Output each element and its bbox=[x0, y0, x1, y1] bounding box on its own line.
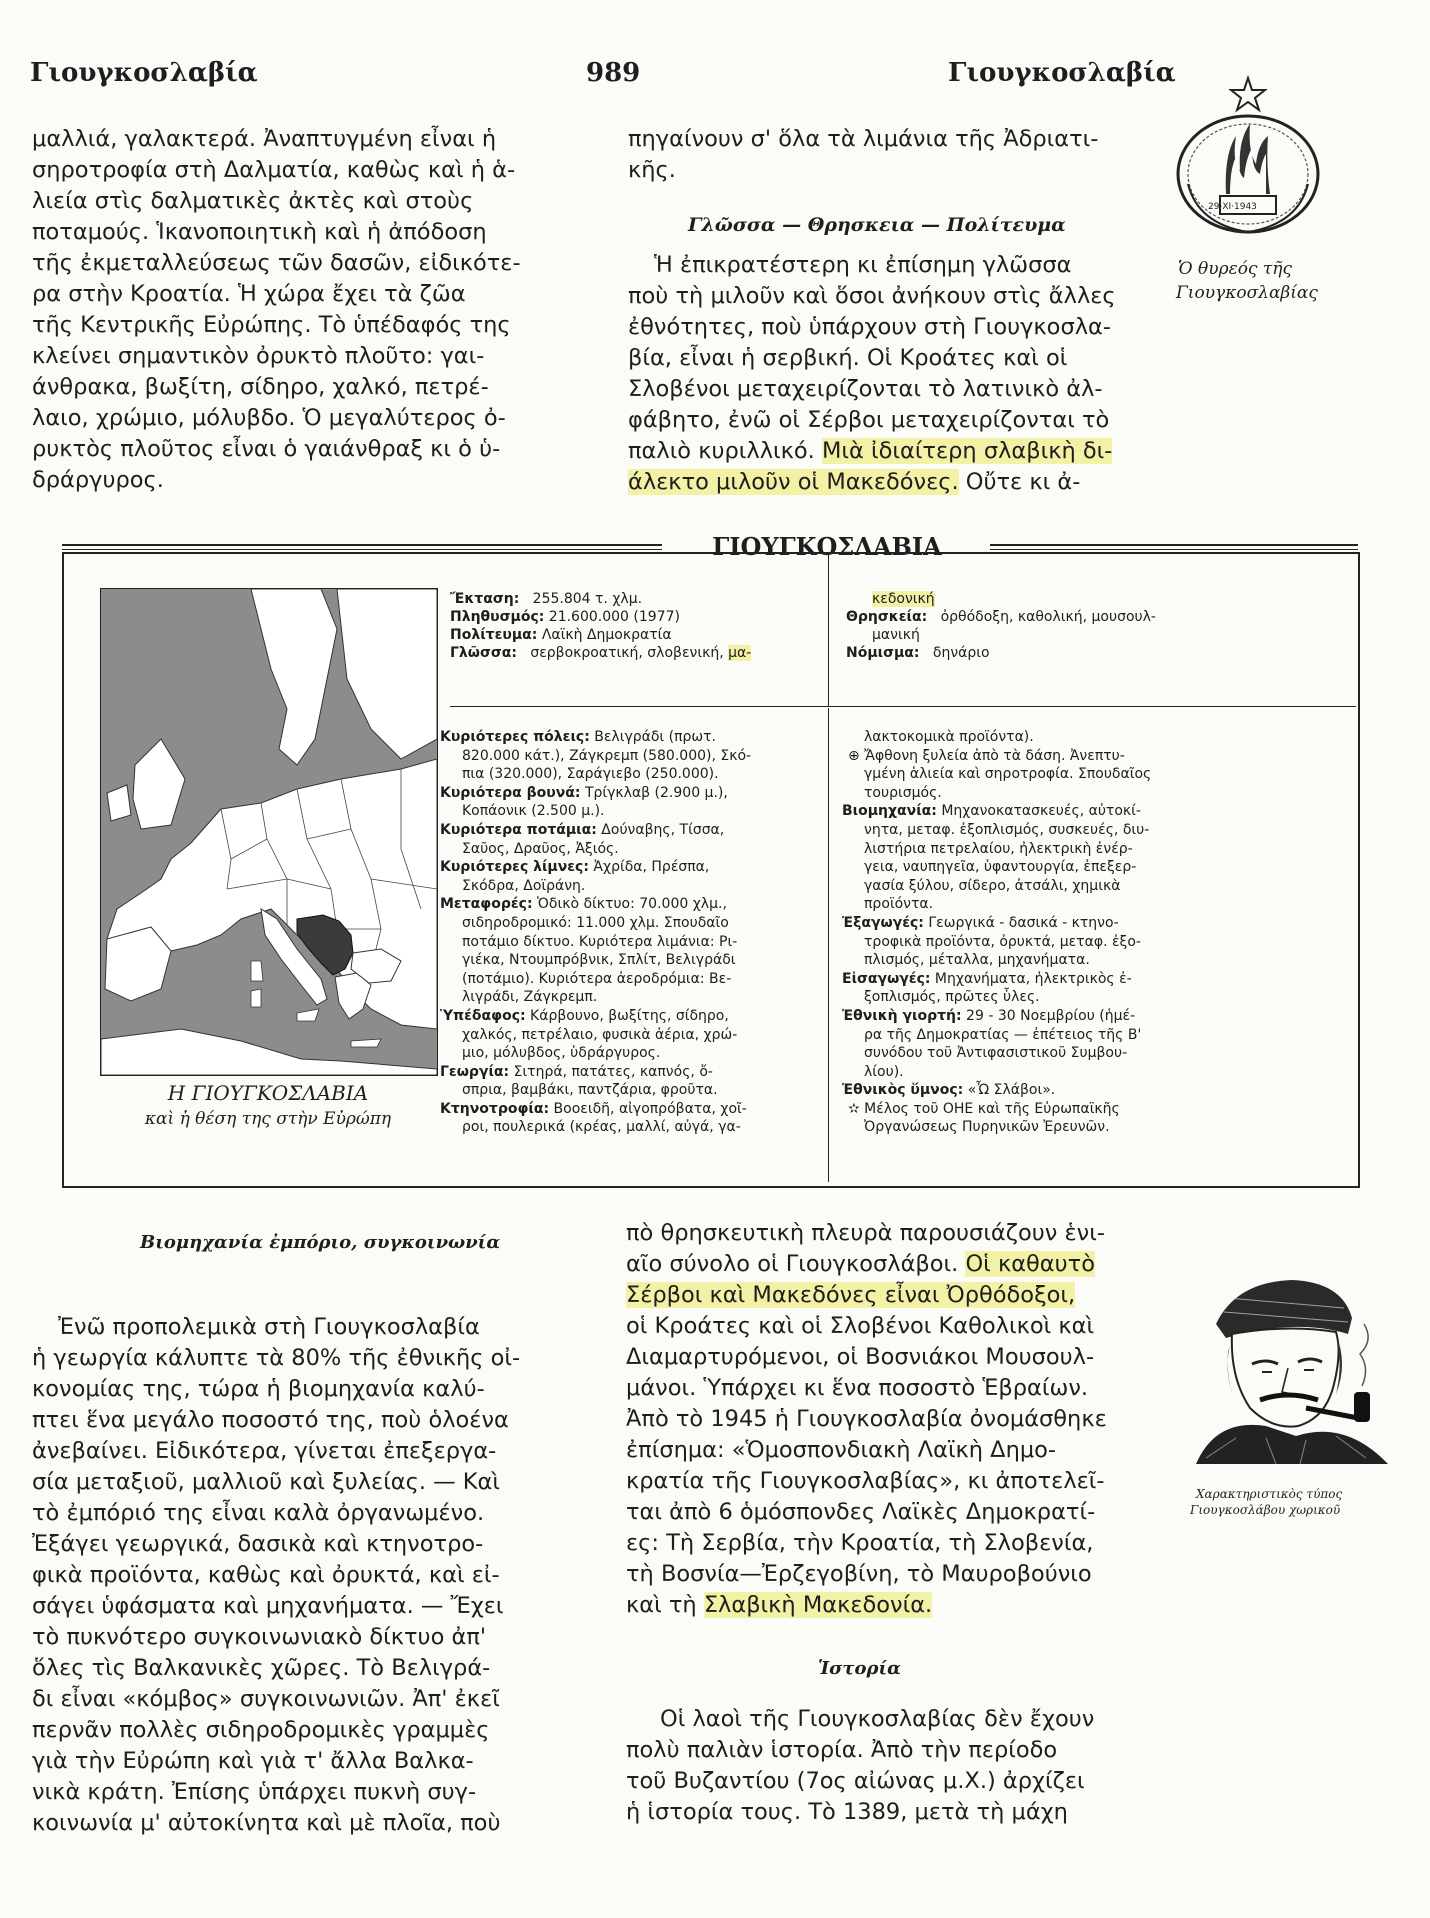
fact-label: Ἔκταση: bbox=[450, 591, 520, 607]
section-heading-industry: Βιομηχανία ἐμπόριο, συγκοινωνία bbox=[140, 1232, 501, 1253]
fact-row bbox=[842, 802, 1151, 821]
section-heading-language: Γλῶσσα — Θρησκεια — Πολίτευμα bbox=[688, 214, 1066, 236]
fact-value: Σαῦος, Δραῦος, Ἀξιός. bbox=[462, 840, 619, 857]
fact-value: 21.600.000 (1977) bbox=[548, 609, 680, 625]
infobox-facts-column-1 bbox=[440, 728, 751, 1137]
fact-value: Βελιγράδι (πρωτ. bbox=[589, 729, 716, 745]
text-line: τὴ Βοσνία—Ἐρζεγοβίνη, τὸ Μαυροβούνιο bbox=[626, 1561, 1092, 1587]
fact-row bbox=[842, 858, 1151, 877]
fact-row bbox=[440, 1026, 751, 1045]
infobox-top-right bbox=[846, 590, 1156, 662]
text-line: δράργυρος. bbox=[32, 467, 164, 493]
fact-value: μανική bbox=[872, 627, 920, 643]
fact-row bbox=[842, 728, 1151, 747]
highlighted-text: Μιὰ ἰδιαίτερη σλαβικὴ δι- bbox=[821, 438, 1113, 464]
infobox-title: ΓΙΟΥΓΚΟΣΛΑΒΙΑ bbox=[712, 532, 942, 561]
text-line: σηροτροφία στὴ Δαλματία, καθὼς καὶ ἡ ἁ- bbox=[32, 157, 516, 183]
fact-row bbox=[842, 933, 1151, 952]
fact-value: ⊕ Ἄφθονη ξυλεία ἀπὸ τὰ δάση. Ἀνεπτυ- bbox=[848, 747, 1125, 764]
fact-value: προϊόντα. bbox=[864, 896, 934, 913]
fact-value: σερβοκροατική, σλοβενική, bbox=[530, 645, 724, 661]
fact-label: Μεταφορές: bbox=[440, 896, 533, 913]
fact-label: Θρησκεία: bbox=[846, 609, 928, 625]
fact-value: «Ὦ Σλάβοι». bbox=[963, 1082, 1056, 1099]
text-line: πολὺ παλιὰν ἱστορία. Ἀπὸ τὴν περίοδο bbox=[626, 1737, 1058, 1763]
text-line: φάβητο, ἐνῶ οἱ Σέρβοι μεταχειρίζονται τὸ bbox=[628, 407, 1110, 433]
text-line: ἀνεβαίνει. Εἰδικότερα, γίνεται ἐπεξεργα- bbox=[32, 1438, 497, 1464]
fact-value: ὀρθόδοξη, καθολική, μουσουλ- bbox=[940, 609, 1156, 625]
text-line: ἡ γεωργία κάλυπτε τὰ 80% τῆς ἐθνικῆς οἰ- bbox=[32, 1345, 521, 1371]
fact-value: Κοπάονικ (2.500 μ.). bbox=[462, 803, 605, 820]
fact-row bbox=[842, 821, 1151, 840]
text-line: δι εἶναι «κόμβος» συγκοινωνιῶν. Ἀπ' ἐκεῖ bbox=[32, 1686, 500, 1712]
text-line: κονομίας της, τώρα ἡ βιομηχανία καλύ- bbox=[32, 1376, 485, 1402]
fact-label: Πολίτευμα: bbox=[450, 627, 538, 643]
fact-value: Τρίγκλαβ (2.900 μ.), bbox=[580, 784, 728, 801]
fact-value: ροι, πουλερικά (κρέας, μαλλί, αὐγά, γα- bbox=[462, 1119, 741, 1136]
left-column-top-text bbox=[32, 124, 592, 496]
text-line: Ἐξάγει γεωργικά, δασικὰ καὶ κτηνοτρο- bbox=[32, 1531, 484, 1557]
running-header-right: Γιουγκοσλαβία bbox=[948, 58, 1176, 88]
fact-row bbox=[846, 626, 1156, 644]
fact-value: δηνάριο bbox=[932, 645, 990, 661]
fact-value: πλισμός, μέταλλα, μηχανήματα. bbox=[864, 952, 1090, 969]
text-line: οἱ Κροάτες καὶ οἱ Σλοβένοι Καθολικοὶ καὶ bbox=[626, 1313, 1095, 1339]
text-segment: καὶ τὴ bbox=[626, 1592, 704, 1618]
page-number: 989 bbox=[586, 58, 641, 88]
title-rule-left bbox=[62, 544, 662, 546]
fact-row bbox=[846, 644, 1156, 662]
fact-row bbox=[842, 895, 1151, 914]
title-rule-right bbox=[990, 544, 1358, 546]
fact-value: νητα, μεταφ. ἐξοπλισμός, συσκευές, διυ- bbox=[864, 821, 1150, 838]
text-line bbox=[626, 1249, 1166, 1280]
fact-label: Κυριότερες πόλεις: bbox=[440, 729, 590, 745]
fact-value: 29 - 30 Νοεμβρίου (ἡμέ- bbox=[961, 1007, 1136, 1024]
peasant-portrait-illustration bbox=[1176, 1268, 1400, 1464]
fact-value: Σιτηρά, πατάτες, καπνός, ὄ- bbox=[509, 1063, 713, 1080]
map-caption-title: Η ΓΙΟΥΓΚΟΣΛΑΒΙΑ bbox=[167, 1081, 369, 1105]
highlighted-text: άλεκτο μιλοῦν οἱ Μακεδόνες. bbox=[628, 469, 959, 495]
right-column-language-text bbox=[628, 250, 1158, 498]
fact-value: γμένη ἁλιεία καὶ σηροτροφία. Σπουδαῖος bbox=[864, 766, 1152, 783]
text-line: κῆς. bbox=[628, 157, 676, 183]
text-line: πηγαίνουν σ' ὅλα τὰ λιμάνια τῆς Ἀδριατι- bbox=[628, 126, 1099, 152]
section-heading-history: Ἱστορία bbox=[818, 1658, 902, 1679]
fact-row bbox=[440, 988, 751, 1007]
fact-row bbox=[842, 1118, 1151, 1137]
fact-value: χαλκός, πετρέλαιο, φυσικὰ ἀέρια, χρώ- bbox=[462, 1026, 738, 1043]
text-line: Σλοβένοι μεταχειρίζονται τὸ λατινικὸ ἀλ- bbox=[628, 376, 1103, 402]
fact-label: Ἐθνικὴ γιορτή: bbox=[842, 1007, 962, 1024]
text-line: τοῦ Βυζαντίου (7ος αἰώνας μ.Χ.) ἀρχίζει bbox=[626, 1768, 1085, 1794]
text-line: τὸ ἐμπόριό της εἶναι καλὰ ὀργανωμένο. bbox=[32, 1500, 485, 1526]
fact-label: Γεωργία: bbox=[440, 1063, 510, 1080]
text-line: ρα στὴν Κροατία. Ἡ χώρα ἔχει τὰ ζῶα bbox=[32, 281, 466, 307]
fact-row bbox=[846, 590, 1156, 608]
fact-row bbox=[846, 608, 1156, 626]
fact-value: γασία ξύλου, σίδερο, ἀτσάλι, χημικὰ bbox=[864, 877, 1121, 894]
fact-row bbox=[842, 988, 1151, 1007]
highlighted-text: Σέρβοι καὶ Μακεδόνες εἶναι Ὀρθόδοξοι, bbox=[626, 1282, 1076, 1308]
fact-value: Σκόδρα, Δοϊράνη. bbox=[462, 877, 586, 894]
fact-label: Ὑπέδαφος: bbox=[440, 1007, 526, 1024]
fact-row bbox=[440, 895, 751, 914]
fact-value: σπρια, βαμβάκι, παντζάρια, φροῦτα. bbox=[462, 1082, 718, 1099]
highlighted-text: κεδονική bbox=[872, 591, 935, 607]
fact-row bbox=[842, 877, 1151, 896]
text-line: ποταμούς. Ἱκανοποιητικὴ καὶ ἡ ἀπόδοση bbox=[32, 219, 487, 245]
text-line: ὅλες τὶς Βαλκανικὲς χῶρες. Τὸ Βελιγρά- bbox=[32, 1655, 491, 1681]
europe-map bbox=[100, 588, 438, 1076]
fact-label: Ἐθνικὸς ὕμνος: bbox=[842, 1082, 964, 1099]
text-line: μάνοι. Ὑπάρχει κι ἕνα ποσοστὸ Ἑβραίων. bbox=[626, 1375, 1089, 1401]
fact-row bbox=[440, 765, 751, 784]
fact-row bbox=[450, 590, 751, 608]
fact-row bbox=[440, 1063, 751, 1082]
fact-row bbox=[842, 1063, 1151, 1082]
text-line: λαιο, χρώμιο, μόλυβδο. Ὁ μεγαλύτερος ὀ- bbox=[32, 405, 506, 431]
coat-of-arms-emblem bbox=[1168, 74, 1328, 244]
fact-row bbox=[450, 626, 751, 644]
fact-row bbox=[842, 840, 1151, 859]
right-column-bottom-text bbox=[626, 1218, 1166, 1621]
portrait-caption-line1: Χαρακτηριστικὸς τύπος bbox=[1196, 1487, 1343, 1501]
fact-row bbox=[842, 951, 1151, 970]
text-segment: αῖο σύνολο οἱ Γιουγκοσλάβοι. bbox=[626, 1251, 966, 1277]
fact-row bbox=[842, 747, 1151, 766]
fact-value: 820.000 κάτ.), Ζάγκρεμπ (580.000), Σκό- bbox=[462, 747, 752, 764]
highlighted-text: μα- bbox=[728, 645, 752, 661]
text-line: ρυκτὸς πλοῦτος εἶναι ὁ γαιάνθραξ κι ὁ ὑ- bbox=[32, 436, 501, 462]
text-line: ἡ ἱστορία τους. Τὸ 1389, μετὰ τὴ μάχη bbox=[626, 1799, 1068, 1825]
text-line: γιὰ τὴν Εὐρώπη καὶ γιὰ τ' ἄλλα Βαλκα- bbox=[32, 1748, 474, 1774]
text-line: τῆς Κεντρικῆς Εὐρώπης. Τὸ ὑπέδαφός της bbox=[32, 312, 511, 338]
title-rule-right-thin bbox=[990, 549, 1358, 550]
highlighted-text: Οἱ καθαυτὸ bbox=[965, 1251, 1095, 1277]
fact-row bbox=[440, 1044, 751, 1063]
fact-value: ποτάμιο δίκτυο. Κυριότερα λιμάνια: Ρι- bbox=[462, 933, 738, 950]
text-line: νικὰ κράτη. Ἐπίσης ὑπάρχει πυκνὴ συγ- bbox=[32, 1779, 477, 1805]
fact-row bbox=[842, 784, 1151, 803]
text-line: μαλλιά, γαλακτερά. Ἀναπτυγμένη εἶναι ἡ bbox=[32, 126, 497, 152]
fact-row bbox=[440, 970, 751, 989]
text-line: πτει ἕνα μεγάλο ποσοστό της, ποὺ ὁλοένα bbox=[32, 1407, 509, 1433]
highlighted-text: Σλαβικὴ Μακεδονία. bbox=[703, 1592, 933, 1618]
fact-row bbox=[440, 784, 751, 803]
fact-row bbox=[842, 914, 1151, 933]
fact-value: λίου). bbox=[864, 1063, 904, 1080]
fact-label: Κυριότερες λίμνες: bbox=[440, 859, 589, 876]
fact-row bbox=[440, 821, 751, 840]
fact-row bbox=[440, 933, 751, 952]
fact-row bbox=[450, 644, 751, 662]
fact-label: Νόμισμα: bbox=[846, 645, 920, 661]
fact-value: συνόδου τοῦ Ἀντιφασιστικοῦ Συμβου- bbox=[864, 1045, 1128, 1062]
fact-row bbox=[440, 728, 751, 747]
fact-value: (ποτάμιο). Κυριότερα ἀεροδρόμια: Βε- bbox=[462, 970, 732, 987]
fact-row bbox=[842, 1026, 1151, 1045]
fact-value: ξοπλισμός, πρῶτες ὗλες. bbox=[864, 989, 1040, 1006]
text-line: Οἱ λαοὶ τῆς Γιουγκοσλαβίας δὲν ἔχουν bbox=[660, 1706, 1095, 1732]
text-line bbox=[628, 436, 1158, 467]
text-line: βία, εἶναι ἡ σερβική. Οἱ Κροάτες καὶ οἱ bbox=[628, 345, 1068, 371]
fact-label: Κυριότερα βουνά: bbox=[440, 784, 581, 801]
portrait-caption-line2: Γιουγκοσλάβου χωρικοῦ bbox=[1190, 1503, 1341, 1517]
text-line: άνθρακα, βωξίτη, σίδηρο, χαλκό, πετρέ- bbox=[32, 374, 489, 400]
left-column-bottom-text bbox=[32, 1312, 592, 1839]
text-segment: Οὔτε κι ἀ- bbox=[958, 469, 1081, 495]
text-line: κρατία τῆς Γιουγκοσλαβίας», κι ἀποτελεῖ- bbox=[626, 1468, 1105, 1494]
text-line: κλείνει σημαντικὸν ὀρυκτὸ πλοῦτο: γαι- bbox=[32, 343, 485, 369]
text-line: ἐθνότητες, ποὺ ὑπάρχουν στὴ Γιουγκοσλα- bbox=[628, 314, 1111, 340]
fact-value: μιο, μόλυβδος, ὑδράργυρος. bbox=[462, 1045, 661, 1062]
text-segment: παλιὸ κυριλλικό. bbox=[628, 438, 815, 464]
text-line: Ἐνῶ προπολεμικὰ στὴ Γιουγκοσλαβία bbox=[58, 1314, 480, 1340]
infobox-facts-column-2 bbox=[842, 728, 1151, 1137]
title-rule-left-thin bbox=[62, 549, 662, 550]
fact-row bbox=[440, 1100, 751, 1119]
fact-row bbox=[440, 877, 751, 896]
infobox-top-left bbox=[450, 590, 751, 662]
fact-row bbox=[440, 858, 751, 877]
fact-row bbox=[440, 1081, 751, 1100]
fact-value: τουρισμός. bbox=[864, 784, 942, 801]
fact-row bbox=[440, 914, 751, 933]
fact-label: Εἰσαγωγές: bbox=[842, 970, 931, 987]
text-line: σάγει ὑφάσματα καὶ μηχανήματα. — Ἔχει bbox=[32, 1593, 504, 1619]
fact-value: ρα τῆς Δημοκρατίας — ἐπέτειος τῆς Β' bbox=[864, 1026, 1142, 1043]
fact-label: Ἐξαγωγές: bbox=[842, 914, 924, 931]
text-line: λιεία στὶς δαλματικὲς ἀκτὲς καὶ στοὺς bbox=[32, 188, 474, 214]
text-line: τῆς ἐκμεταλλεύσεως τῶν δασῶν, εἰδικότε- bbox=[32, 250, 521, 276]
fact-value: λιγράδι, Ζάγκρεμπ. bbox=[462, 989, 598, 1006]
text-line: Ἀπὸ τὸ 1945 ἡ Γιουγκοσλαβία ὀνομάσθηκε bbox=[626, 1406, 1107, 1432]
fact-value: Δούναβης, Τίσσα, bbox=[596, 821, 725, 838]
fact-row bbox=[440, 1118, 751, 1137]
fact-value: Ὁδικὸ δίκτυο: 70.000 χλμ., bbox=[532, 896, 727, 913]
fact-row bbox=[440, 951, 751, 970]
text-line: ται ἀπὸ 6 ὁμόσπονδες Λαϊκὲς Δημοκρατί- bbox=[626, 1499, 1096, 1525]
fact-value: ✫ Μέλος τοῦ ΟΗΕ καὶ τῆς Εὐρωπαϊκῆς bbox=[848, 1100, 1120, 1117]
fact-value: γιέκα, Ντουμπρόβνικ, Σπλίτ, Βελιγράδι bbox=[462, 952, 736, 969]
fact-row bbox=[842, 1044, 1151, 1063]
text-line: Ἡ ἐπικρατέστερη κι ἐπίσημη γλῶσσα bbox=[654, 252, 1072, 278]
text-line: ες: Τὴ Σερβία, τὴν Κροατία, τὴ Σλοβενία, bbox=[626, 1530, 1094, 1556]
fact-label: Πληθυσμός: bbox=[450, 609, 545, 625]
text-line: ποὺ τὴ μιλοῦν καὶ ὅσοι ἀνήκουν στὶς ἄλλες bbox=[628, 283, 1116, 309]
text-line: σία μεταξιοῦ, μαλλιοῦ καὶ ξυλείας. — Καὶ bbox=[32, 1469, 500, 1495]
text-line: τὸ πυκνότερο συγκοινωνιακὸ δίκτυο ἀπ' bbox=[32, 1624, 487, 1650]
fact-row bbox=[450, 608, 751, 626]
fact-value: Κάρβουνο, βωξίτης, σίδηρο, bbox=[525, 1007, 729, 1024]
running-header-left: Γιουγκοσλαβία bbox=[30, 58, 258, 88]
fact-value: Μηχανοκατασκευές, αὐτοκί- bbox=[936, 803, 1141, 820]
fact-value: Μηχανήματα, ἠλεκτρικὸς ἐ- bbox=[930, 970, 1132, 987]
text-line: περνᾶν πολλὲς σιδηροδρομικὲς γραμμὲς bbox=[32, 1717, 490, 1743]
fact-value: Ἀχρίδα, Πρέσπα, bbox=[588, 859, 710, 876]
infobox-divider-top-vertical bbox=[828, 554, 829, 706]
text-line: Διαμαρτυρόμενοι, οἱ Βοσνιάκοι Μουσουλ- bbox=[626, 1344, 1095, 1370]
fact-row bbox=[440, 747, 751, 766]
fact-label: Βιομηχανία: bbox=[842, 803, 937, 820]
fact-row bbox=[842, 970, 1151, 989]
fact-value: σιδηροδρομικό: 11.000 χλμ. Σπουδαῖο bbox=[462, 914, 729, 931]
fact-value: λακτοκομικὰ προϊόντα). bbox=[864, 729, 1034, 745]
fact-value: Λαϊκὴ Δημοκρατία bbox=[541, 627, 672, 643]
right-column-history-text bbox=[626, 1704, 1166, 1828]
infobox-divider-horizontal bbox=[450, 706, 1356, 707]
right-column-top-text bbox=[628, 124, 1158, 186]
text-line: ἐπίσημα: «Ὁμοσπονδιακὴ Λαϊκὴ Δημο- bbox=[626, 1437, 1057, 1463]
fact-row bbox=[842, 1007, 1151, 1026]
fact-row bbox=[440, 840, 751, 859]
fact-value: Βοοειδῆ, αἰγοπρόβατα, χοῖ- bbox=[549, 1100, 747, 1117]
fact-label: Γλῶσσα: bbox=[450, 645, 517, 661]
fact-row bbox=[440, 1007, 751, 1026]
text-line bbox=[626, 1590, 1166, 1621]
emblem-caption-line2: Γιουγκοσλαβίας bbox=[1176, 283, 1318, 303]
fact-label: Κτηνοτροφία: bbox=[440, 1100, 550, 1117]
fact-value: λιστήρια πετρελαίου, ἠλεκτρικὴ ἐνέρ- bbox=[864, 840, 1133, 857]
text-line: κοινωνία μ' αὐτοκίνητα καὶ μὲ πλοῖα, ποὺ bbox=[32, 1810, 501, 1836]
emblem-caption-line1: Ὁ θυρεός τῆς bbox=[1178, 259, 1292, 279]
text-line: πὸ θρησκευτικὴ πλευρὰ παρουσιάζουν ἑνι- bbox=[626, 1220, 1105, 1246]
fact-value: τροφικὰ προϊόντα, ὀρυκτά, μεταφ. ἐξο- bbox=[864, 933, 1141, 950]
infobox-divider-vertical bbox=[828, 708, 829, 1182]
text-line bbox=[628, 467, 1158, 498]
text-line: φικὰ προϊόντα, καθὼς καὶ ὀρυκτά, καὶ εἰ- bbox=[32, 1562, 500, 1588]
fact-row bbox=[842, 765, 1151, 784]
fact-row bbox=[440, 802, 751, 821]
fact-value: πια (320.000), Σαράγιεβο (250.000). bbox=[462, 766, 719, 783]
map-caption-subtitle: καὶ ἡ θέση της στὴν Εὐρώπη bbox=[144, 1109, 392, 1129]
fact-label: Κυριότερα ποτάμια: bbox=[440, 821, 597, 838]
text-line bbox=[626, 1280, 1166, 1311]
fact-row bbox=[842, 1081, 1151, 1100]
fact-value: 255.804 τ. χλμ. bbox=[532, 591, 643, 607]
fact-value: Γεωργικά - δασικά - κτηνο- bbox=[923, 914, 1119, 931]
fact-value: γεια, ναυπηγεῖα, ὑφαντουργία, ἐπεξερ- bbox=[864, 859, 1137, 876]
fact-value: Ὀργανώσεως Πυρηνικῶν Ἐρευνῶν. bbox=[864, 1119, 1110, 1136]
emblem-date: 29·XI·1943 bbox=[1208, 202, 1257, 212]
fact-row bbox=[842, 1100, 1151, 1119]
